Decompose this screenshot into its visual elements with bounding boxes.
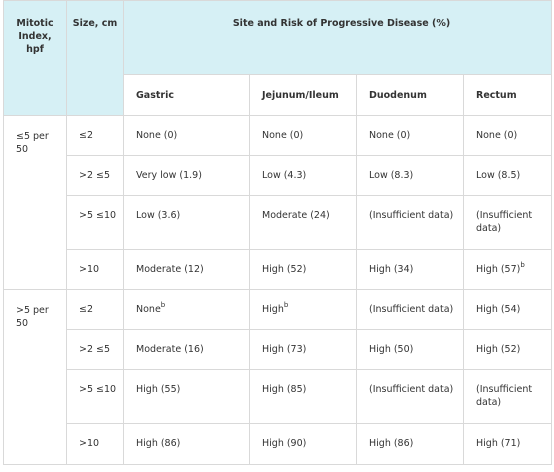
table-row (4, 156, 552, 196)
risk-value: High (73) (262, 344, 307, 355)
site-header-rectum: Rectum (464, 75, 552, 116)
risk-value: (Insufficient data) (476, 210, 533, 234)
table-row (4, 370, 552, 424)
risk-cell-gastric (124, 424, 250, 465)
risk-cell-duodenum (357, 330, 464, 370)
risk-value: (Insufficient data) (476, 384, 533, 408)
footnote-marker: b (283, 301, 289, 309)
size-cell: ≤2 (67, 290, 124, 330)
size-header: Size, cm (67, 1, 124, 116)
header-row (4, 1, 552, 75)
risk-value: Low (8.5) (476, 170, 521, 181)
risk-value: High (90) (262, 438, 307, 449)
table-row (4, 250, 552, 290)
size-cell: >10 (67, 424, 124, 465)
risk-value: High (262, 304, 284, 315)
risk-value: High (50) (369, 344, 414, 355)
risk-cell-jejunum-ileum (250, 250, 357, 290)
risk-cell-gastric (124, 370, 250, 424)
risk-value: None (0) (262, 130, 304, 141)
risk-cell-gastric (124, 290, 250, 330)
size-cell: >10 (67, 250, 124, 290)
risk-table (3, 0, 552, 465)
size-cell: >5 ≤10 (67, 370, 124, 424)
risk-cell-jejunum-ileum (250, 156, 357, 196)
risk-value: None (0) (136, 130, 178, 141)
risk-cell-rectum (464, 290, 552, 330)
risk-value: Very low (1.9) (136, 170, 202, 181)
risk-cell-gastric (124, 330, 250, 370)
risk-value: Moderate (16) (136, 344, 204, 355)
risk-cell-jejunum-ileum (250, 330, 357, 370)
size-cell: >2 ≤5 (67, 330, 124, 370)
risk-value: Moderate (24) (262, 210, 330, 221)
risk-value: Low (8.3) (369, 170, 414, 181)
risk-cell-jejunum-ileum (250, 370, 357, 424)
site-header-duodenum: Duodenum (357, 75, 464, 116)
table-row (4, 196, 552, 250)
risk-value: High (54) (476, 304, 521, 315)
size-cell: >5 ≤10 (67, 196, 124, 250)
table-row (4, 330, 552, 370)
risk-cell-duodenum (357, 250, 464, 290)
risk-cell-jejunum-ileum (250, 196, 357, 250)
mitotic-group-label: ≤5 per 50 (4, 116, 67, 290)
table-row (4, 116, 552, 156)
table-row (4, 424, 552, 465)
risk-cell-gastric (124, 156, 250, 196)
risk-cell-jejunum-ileum (250, 424, 357, 465)
footnote-marker: b (520, 261, 525, 269)
risk-cell-duodenum (357, 424, 464, 465)
risk-value: High (57) (476, 264, 521, 275)
risk-value: High (55) (136, 384, 181, 395)
risk-cell-rectum (464, 196, 552, 250)
site-header-jejunum-ileum: Jejunum/Ileum (250, 75, 357, 116)
site-header-gastric: Gastric (124, 75, 250, 116)
risk-cell-gastric (124, 196, 250, 250)
risk-cell-gastric (124, 250, 250, 290)
risk-value: High (86) (136, 438, 181, 449)
risk-value: High (52) (476, 344, 521, 355)
risk-cell-jejunum-ileum (250, 290, 357, 330)
risk-value: (Insufficient data) (369, 210, 454, 221)
risk-value: None (136, 304, 161, 315)
risk-cell-duodenum (357, 370, 464, 424)
risk-value: Low (3.6) (136, 210, 181, 221)
risk-value: (Insufficient data) (369, 384, 454, 395)
risk-cell-rectum (464, 330, 552, 370)
risk-value: High (34) (369, 264, 414, 275)
risk-cell-rectum (464, 250, 552, 290)
risk-cell-rectum (464, 424, 552, 465)
mitotic-index-header: Mitotic Index, hpf (4, 1, 67, 116)
risk-value: Low (4.3) (262, 170, 307, 181)
size-cell: ≤2 (67, 116, 124, 156)
table-row (4, 290, 552, 330)
risk-cell-gastric (124, 116, 250, 156)
risk-value: High (52) (262, 264, 307, 275)
site-risk-header: Site and Risk of Progressive Disease (%) (124, 1, 552, 75)
footnote-marker: b (160, 301, 166, 309)
mitotic-group-label: >5 per 50 (4, 290, 67, 465)
risk-value: None (0) (369, 130, 411, 141)
risk-cell-rectum (464, 370, 552, 424)
risk-value: Moderate (12) (136, 264, 204, 275)
risk-cell-duodenum (357, 290, 464, 330)
risk-value: (Insufficient data) (369, 304, 454, 315)
size-cell: >2 ≤5 (67, 156, 124, 196)
risk-value: High (85) (262, 384, 307, 395)
risk-cell-duodenum (357, 116, 464, 156)
risk-cell-jejunum-ileum (250, 116, 357, 156)
risk-cell-rectum (464, 156, 552, 196)
risk-value: High (71) (476, 438, 521, 449)
risk-cell-duodenum (357, 196, 464, 250)
risk-cell-duodenum (357, 156, 464, 196)
risk-cell-rectum (464, 116, 552, 156)
risk-value: None (0) (476, 130, 518, 141)
risk-value: High (86) (369, 438, 414, 449)
